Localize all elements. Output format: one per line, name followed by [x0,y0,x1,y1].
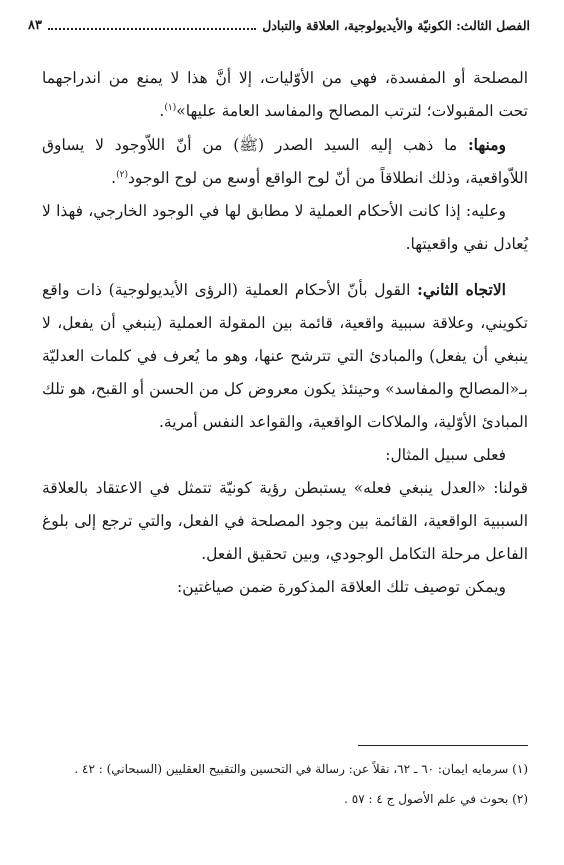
paragraph-end: . [159,102,165,120]
footnotes [42,754,528,814]
paragraph-continuation [42,62,528,128]
page-number: ٨٣ [28,17,42,33]
paragraph-end: . [111,169,117,187]
footnote-divider [358,745,528,746]
chapter-title: الفصل الثالث: الكونيّة والأيديولوجية، العلاقة والتبادل [262,17,530,33]
paragraph-lead: ومنها: [467,135,506,154]
footnote-ref-2: (٢) [116,169,128,180]
paragraph-text: ما ذهب إليه السيد الصدر (ﷺ) من أنّ اللاّوجود لا يساوق اللاّواقعية، وذلك انطلاقاً من أنّ لوح الواقع أوسع من لوح الوجود [42,136,528,187]
footnote-2: (٢) بحوث في علم الأصول ج ٤ : ٥٧ . [344,792,528,806]
header-leader-dots [48,28,256,30]
footnote-1: (١) سرمايه ايمان: ٦٠ ـ ٦٢، نقلاً عن: رسالة في التحسين والتقبيح العقليين (السبحاني) : ٤٢ . [74,762,528,776]
paragraph-text: المصلحة أو المفسدة، فهي من الأوّليات، إلا أنَّ هذا لا يمنع من اندراجهما تحت المقبولات؛ لترتب المصالح والمفاسد العامة عليها» [42,69,528,120]
paragraph-conclusion: وعليه: إذا كانت الأحكام العملية لا مطابق لها في الوجود الخارجي، فهذا لا يُعادل نفي واقعيتها. [42,202,528,253]
section-lead: الاتجاه الثاني: [417,280,506,299]
paragraph-example: قولنا: «العدل ينبغي فعله» يستبطن رؤية كونيّة تتمثل في الاعتقاد بالعلاقة السببية الواقعية، القائمة بين وجود المصلحة في الفعل، والتي ترجع إلى بلوغ الفاعل مرحلة التكامل الوجودي، وبين تحقيق الفعل. [42,479,528,563]
body-text [42,62,528,604]
paragraph-text: القول بأنّ الأحكام العملية (الرؤى الأيديولوجية) ذات واقع تكويني، وعلاقة سببية واقعية، قائمة بين المقولة العملية (ينبغي أن يفعل، لا ينبغي أن يفعل) والمبادئ التي تترشح عنها، وهو ما يُعرف في كلمات العدليّة بـ«المصالح والمفاسد» وحينئذ يكون معروض كل من الحسن أو القبح، هو تلك المبادئ الأوّلية، والملاكات الواقعية، والقواعد النفس أمرية. [42,281,528,431]
paragraph-formulations: ويمكن توصيف تلك العلاقة المذكورة ضمن صياغتين: [177,578,506,596]
running-header [28,14,530,36]
paragraph-minha [42,128,528,195]
paragraph-example-intro: فعلى سبيل المثال: [385,446,506,464]
footnote-ref-1: (١) [164,102,177,113]
paragraph-second-direction [42,273,528,439]
